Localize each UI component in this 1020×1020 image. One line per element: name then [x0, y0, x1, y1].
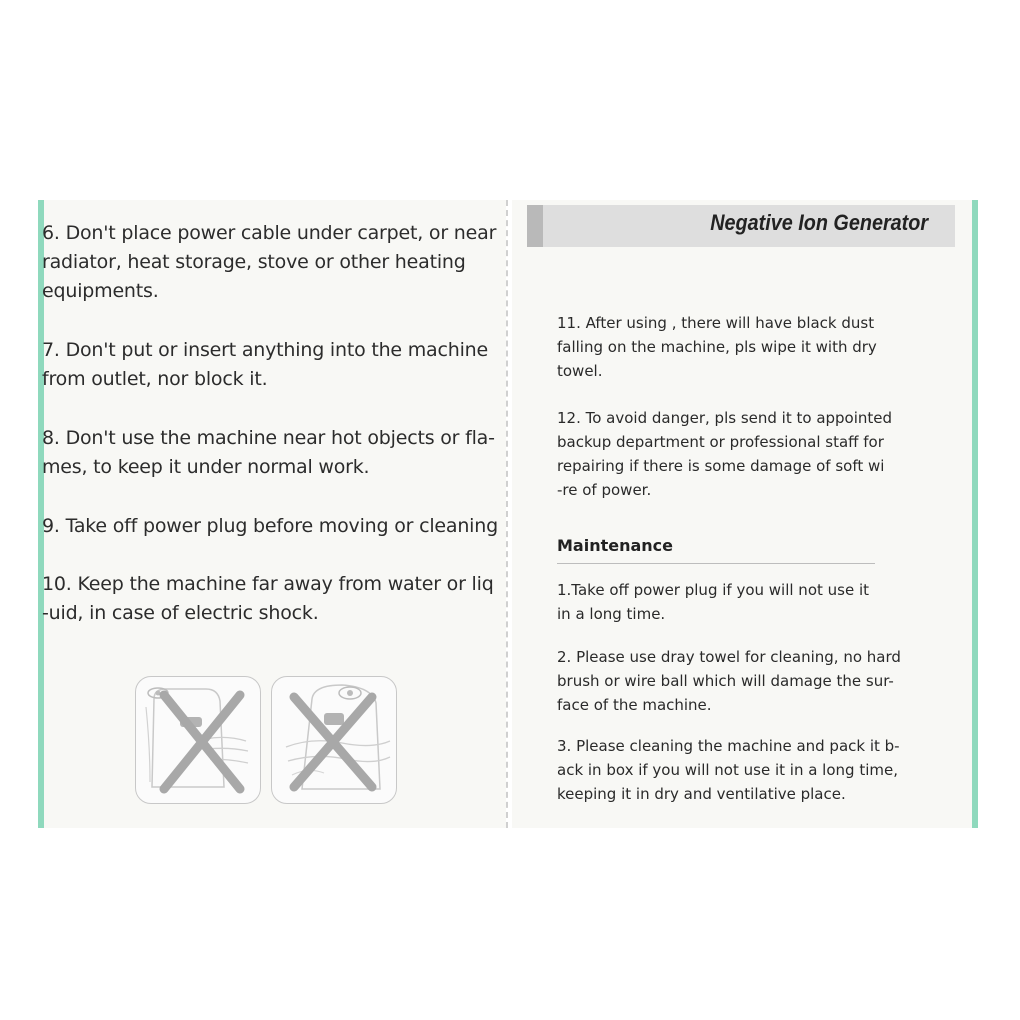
instruction-line: 8. Don't use the machine near hot objects or fla-	[42, 427, 495, 449]
instruction-line: mes, to keep it under normal work.	[42, 456, 370, 478]
instruction-line: 11. After using , there will have black dust	[557, 314, 875, 332]
instruction-item-11	[557, 311, 937, 383]
instruction-line: ack in box if you will not use it in a long time,	[557, 761, 898, 779]
section-header-accent	[527, 205, 543, 247]
instruction-line: 9. Take off power plug before moving or cleaning	[42, 515, 498, 537]
instruction-line: 3. Please cleaning the machine and pack it b-	[557, 737, 900, 755]
instruction-line: from outlet, nor block it.	[42, 368, 268, 390]
instruction-line: 2. Please use dray towel for cleaning, no hard	[557, 648, 901, 666]
instruction-line: falling on the machine, pls wipe it with dry	[557, 338, 877, 356]
instruction-line: brush or wire ball which will damage the sur-	[557, 672, 894, 690]
instruction-item-7	[42, 336, 497, 394]
instruction-line: repairing if there is some damage of soft wi	[557, 457, 885, 475]
instruction-item-9	[42, 512, 497, 541]
page-fold-divider	[506, 200, 508, 828]
instruction-line: -uid, in case of electric shock.	[42, 602, 319, 624]
maintenance-item-3	[557, 734, 937, 806]
right-page-edge	[972, 200, 978, 828]
instruction-line: radiator, heat storage, stove or other heating	[42, 251, 466, 273]
instruction-line: 12. To avoid danger, pls send it to appointed	[557, 409, 893, 427]
instruction-item-8	[42, 424, 497, 482]
instruction-line: 6. Don't place power cable under carpet, or near	[42, 222, 497, 244]
instruction-line: keeping it in dry and ventilative place.	[557, 785, 846, 803]
maintenance-item-2	[557, 645, 937, 717]
instruction-line: equipments.	[42, 280, 159, 302]
maintenance-heading: Maintenance	[557, 536, 674, 555]
no-wiping-cross-icon	[271, 676, 397, 804]
maintenance-divider	[557, 563, 875, 564]
instruction-line: -re of power.	[557, 481, 652, 499]
maintenance-item-1	[557, 578, 937, 626]
instruction-item-10	[42, 570, 497, 628]
instruction-item-12	[557, 406, 937, 502]
instruction-line: 10. Keep the machine far away from water or liq	[42, 573, 494, 595]
page-title: Negative Ion Generator	[710, 210, 928, 235]
instruction-line: face of the machine.	[557, 696, 712, 714]
instruction-line: 7. Don't put or insert anything into the machine	[42, 339, 489, 361]
instruction-line: 1.Take off power plug if you will not use it	[557, 581, 870, 599]
instruction-line: in a long time.	[557, 605, 666, 623]
instruction-line: towel.	[557, 362, 603, 380]
no-cleaning-with-hand-icon	[135, 676, 261, 804]
instruction-item-6	[42, 219, 497, 306]
instruction-line: backup department or professional staff for	[557, 433, 884, 451]
